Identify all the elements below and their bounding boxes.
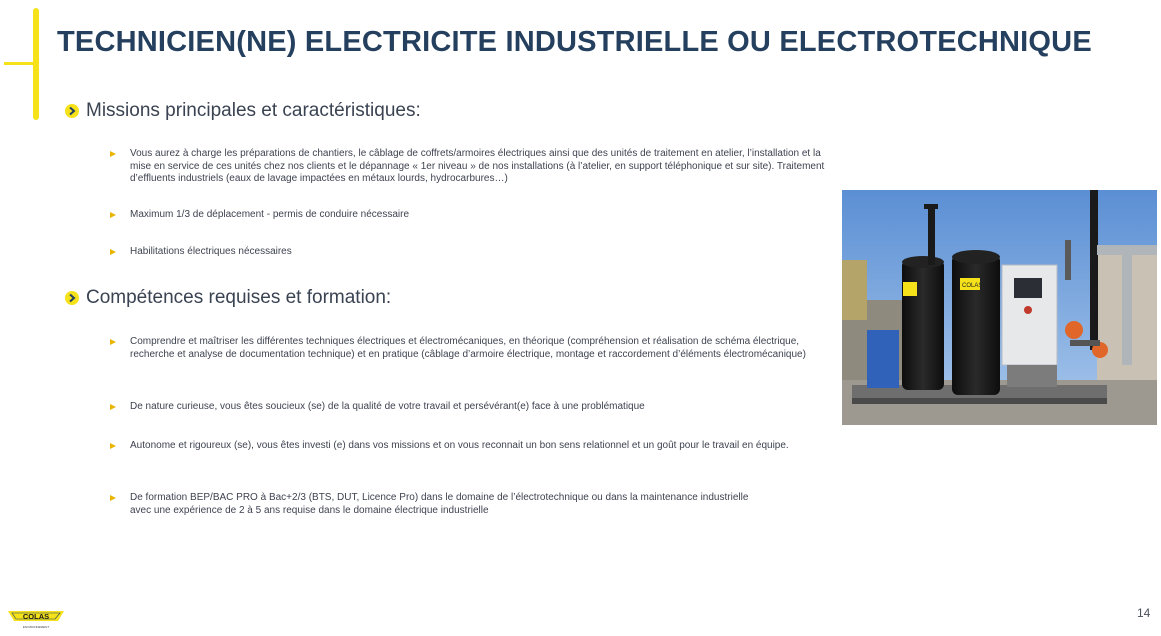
- chevron-bullet-icon: [109, 494, 117, 502]
- chevron-right-icon: [64, 103, 80, 119]
- colas-logo: [6, 601, 66, 631]
- chevron-bullet-icon: [109, 248, 117, 256]
- list-item: [109, 148, 839, 186]
- chevron-bullet-icon: [109, 211, 117, 219]
- list-item: [109, 492, 769, 517]
- tank-label: COLAS: [962, 283, 983, 289]
- list-item: [109, 209, 839, 222]
- chevron-bullet-icon: [109, 338, 117, 346]
- list-item: [109, 336, 809, 361]
- section-heading-label: Missions principales et caractéristiques:: [86, 100, 421, 121]
- list-item-text: De formation BEP/BAC PRO à Bac+2/3 (BTS, DUT, Licence Pro) dans le domaine de l’électrotechnique ou dans la maintenance industrielle avec une expérience de 2 à 5 ans requise dans le domaine électrique industrielle: [130, 492, 749, 516]
- chevron-bullet-icon: [109, 150, 117, 158]
- chevron-bullet-icon: [109, 442, 117, 450]
- accent-bar-horizontal: [4, 62, 36, 65]
- page-number: 14: [1137, 606, 1151, 620]
- slide-title: TECHNICIEN(NE) ELECTRICITE INDUSTRIELLE OU ELECTROTECHNIQUE: [57, 26, 1092, 58]
- logo-brand: COLAS: [22, 612, 50, 621]
- list-item-text: De nature curieuse, vous êtes soucieux (se) de la qualité de votre travail et persévérant(e) face à une problématique: [130, 401, 645, 412]
- section-heading-label: Compétences requises et formation:: [86, 287, 392, 308]
- list-item-text: Vous aurez à charge les préparations de chantiers, le câblage de coffrets/armoires électriques ainsi que des unités de traitement en atelier, l’installation et la mise en service de ces unités chez nos clients et le dépannage « 1er niveau » de nos installations (à l’atelier, en support téléphonique et sur site). Traitement d’effluents industriels (eaux de lavage impactées en métaux lourds, hydrocarbures…): [130, 148, 825, 185]
- list-item: [109, 440, 799, 453]
- chevron-right-icon: [64, 290, 80, 306]
- list-item-text: Autonome et rigoureux (se), vous êtes investi (e) dans vos missions et on vous reconnait un bon sens relationnel et un goût pour le travail en équipe.: [130, 440, 789, 451]
- treatment-unit-photo: [842, 190, 1157, 425]
- list-item-text: Comprendre et maîtriser les différentes techniques électriques et électromécaniques, en théorique (compréhension et réalisation de schéma électrique, recherche et analyse de documentation technique) et en pratique (câblage d’armoire électrique, montage et raccordement d’éléments électromécanique): [130, 336, 806, 360]
- list-item-text: Maximum 1/3 de déplacement - permis de conduire nécessaire: [130, 209, 410, 220]
- chevron-bullet-icon: [109, 403, 117, 411]
- logo-subtitle: ENVIRONNEMENT: [22, 625, 50, 629]
- list-item: [109, 401, 809, 414]
- list-item: [109, 246, 839, 259]
- section-heading-competences: [64, 287, 391, 309]
- list-item-text: Habilitations électriques nécessaires: [130, 246, 292, 257]
- section-heading-missions: [64, 100, 421, 122]
